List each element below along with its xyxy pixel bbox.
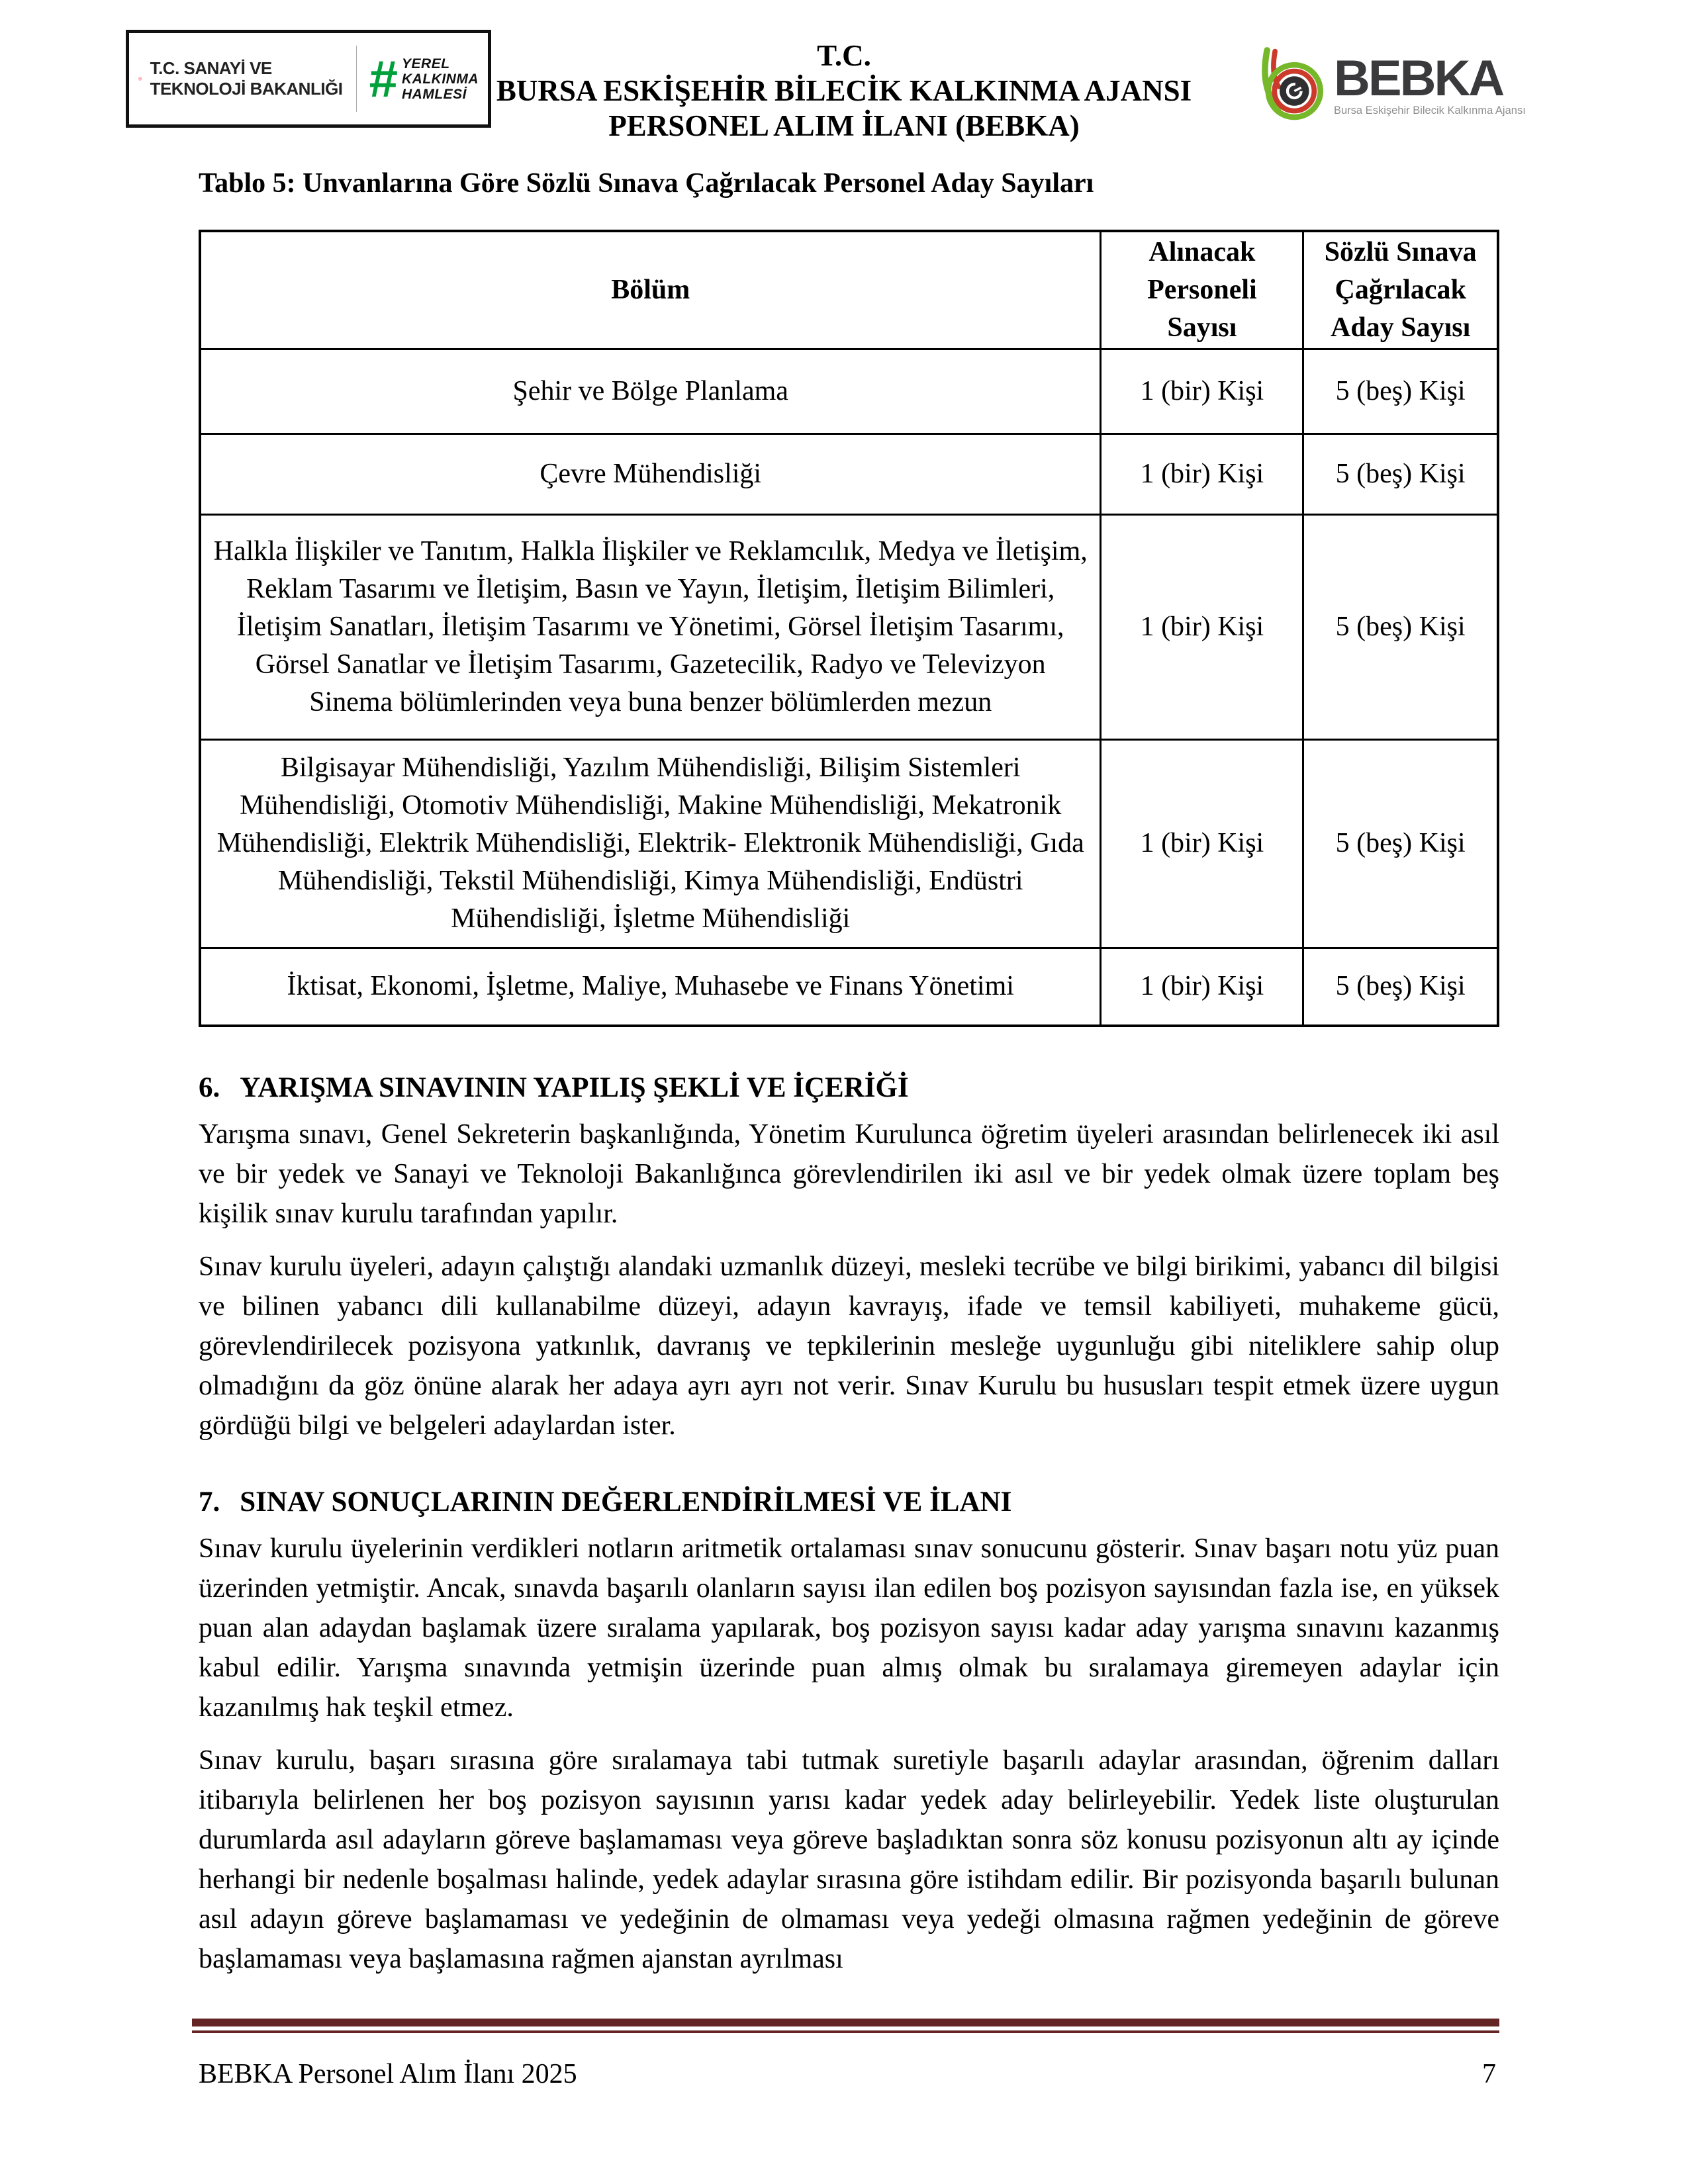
cell-alinacak: 1 (bir) Kişi (1101, 514, 1303, 739)
title-line-tc: T.C. (817, 39, 871, 72)
section-number: 7. (199, 1486, 220, 1518)
page-number: 7 (1482, 2059, 1496, 2089)
footer-divider (192, 2019, 1499, 2033)
table-caption: Tablo 5: Unvanlarına Göre Sözlü Sınava Çağrılacak Personel Aday Sayıları (199, 168, 1094, 199)
cell-bolum: Çevre Mühendisliği (200, 433, 1101, 514)
page-footer (199, 2057, 1496, 2091)
cell-bolum: Halkla İlişkiler ve Tanıtım, Halkla İlişkiler ve Reklamcılık, Medya ve İletişim, Reklam Tasarımı ve İletişim, Basın ve Yayın, İletişim, İletişim Bilimleri, İletişim Sanatları, İletişim Tasarımı ve Yönetimi, Görsel İletişim Tasarımı, Görsel Sanatlar ve İletişim Tasarımı, Gazetecilik, Radyo ve Televizyon Sinema bölümlerinden veya buna benzer bölümlerden mezun (200, 514, 1101, 739)
section-7-paragraph-1: Sınav kurulu üyelerinin verdikleri notların aritmetik ortalaması sınav sonucunu gösterir. Sınav başarı notu yüz puan üzerinden yetmiştir. Ancak, sınavda başarılı olanların sayısı ilan edilen boş pozisyon sayısından fazla ise, en yüksek puan alan adaydan başlamak üzere sıralama yapılarak, boş pozisyon sayısı kadar aday yarışma sınavını kazanmış kabul edilir. Yarışma sınavında yetmişin üzerinde puan almış olmak bu sıralamaya giremeyen adaylar için kazanılmış hak teşkil etmez. (199, 1533, 1499, 1723)
column-header-alinacak: Alınacak Personeli Sayısı (1101, 231, 1303, 349)
cell-alinacak: 1 (bir) Kişi (1101, 739, 1303, 948)
cell-bolum: Bilgisayar Mühendisliği, Yazılım Mühendisliği, Bilişim Sistemleri Mühendisliği, Otomotiv Mühendisliği, Makine Mühendisliği, Mekatronik Mühendisliği, Elektrik Mühendisliği, Elektrik- Elektronik Mühendisliği, Gıda Mühendisliği, Tekstil Mühendisliği, Kimya Mühendisliği, Endüstri Mühendisliği, İşletme Mühendisliği (200, 739, 1101, 948)
section-6-paragraph-2: Sınav kurulu üyeleri, adayın çalıştığı alandaki uzmanlık düzeyi, mesleki tecrübe ve bilgi birikimi, yabancı dil bilgisi ve bilinen yabancı dili kullanabilme düzeyi, adayın kavrayış, ifade ve temsil kabiliyeti, muhakeme gücü, görevlendirilecek pozisyona yatkınlık, davranış ve tepkilerinin mesleğe uygunluğu gibi niteliklere sahip olup olmadığını da göz önüne alarak her adaya ayrı ayrı not verir. Sınav Kurulu bu hususları tespit etmek üzere uygun gördüğü bilgi ve belgeleri adaylardan ister. (199, 1251, 1499, 1441)
footer-document-title: BEBKA Personel Alım İlanı 2025 (199, 2059, 577, 2089)
hashtag-line: YEREL (402, 56, 450, 71)
cell-bolum: Şehir ve Bölge Planlama (200, 349, 1101, 433)
section-title: YARIŞMA SINAVININ YAPILIŞ ŞEKLİ VE İÇERİĞİ (240, 1072, 909, 1103)
column-header-bolum: Bölüm (200, 231, 1101, 349)
cell-cagrilacak: 5 (beş) Kişi (1303, 948, 1498, 1026)
bebka-logo (1254, 46, 1526, 124)
candidate-count-table (199, 230, 1499, 1027)
hashtag-line: HAMLESİ (402, 86, 467, 102)
ministry-name-line2: TEKNOLOJİ BAKANLIĞI (150, 79, 343, 99)
title-line-agency: BURSA ESKİŞEHİR BİLECİK KALKINMA AJANSI (496, 74, 1192, 107)
section-7-paragraph-2: Sınav kurulu, başarı sırasına göre sıralamaya tabi tutmak suretiyle başarılı adaylar arasından, öğrenim dalları itibarıyla belirlenen her boş pozisyon sayısının yarısı kadar yedek aday belirleyebilir. Yedek liste oluşturulan durumlarda asıl adayların göreve başlamaması veya göreve başladıktan sonra söz konusu pozisyonun altı ay içinde herhangi bir nedenle boşalması halinde, yedek adaylar sırasına göre istihdam edilir. Bir pozisyonda başarılı bulunan asıl adayın göreve başlamaması ve yedeğinin de olmaması veya yedeği olmasına rağmen yedeğinin de göreve başlamaması veya başlamasına rağmen ajanstan ayrılması (199, 1745, 1499, 1974)
table-row (200, 433, 1498, 514)
table-row (200, 349, 1498, 433)
cell-cagrilacak: 5 (beş) Kişi (1303, 514, 1498, 739)
cell-bolum: İktisat, Ekonomi, İşletme, Maliye, Muhasebe ve Finans Yönetimi (200, 948, 1101, 1026)
table-row (200, 514, 1498, 739)
cell-cagrilacak: 5 (beş) Kişi (1303, 739, 1498, 948)
bebka-subtitle: Bursa Eskişehir Bilecik Kalkınma Ajansı (1334, 105, 1526, 116)
section-number: 6. (199, 1072, 220, 1103)
cell-cagrilacak: 5 (beş) Kişi (1303, 433, 1498, 514)
section-6-paragraph-1: Yarışma sınavı, Genel Sekreterin başkanlığında, Yönetim Kurulunca öğretim üyeleri arasından belirlenecek iki asıl ve bir yedek ve Sanayi ve Teknoloji Bakanlığınca görevlendirilen iki asıl ve bir yedek olmak üzere toplam beş kişilik sınav kurulu tarafından yapılır. (199, 1119, 1499, 1229)
hashtag-icon: # (369, 49, 399, 108)
cell-cagrilacak: 5 (beş) Kişi (1303, 349, 1498, 433)
table-row (200, 739, 1498, 948)
table-header-row (200, 231, 1498, 349)
column-header-cagrilacak: Sözlü Sınava Çağrılacak Aday Sayısı (1303, 231, 1498, 349)
section-title: SINAV SONUÇLARININ DEĞERLENDİRİLMESİ VE İLANI (240, 1486, 1012, 1518)
title-line-announcement: PERSONEL ALIM İLANI (BEBKA) (608, 109, 1080, 142)
section-7-heading (199, 1484, 1499, 1521)
cell-alinacak: 1 (bir) Kişi (1101, 948, 1303, 1026)
hashtag-line: KALKINMA (402, 71, 479, 87)
table-row (200, 948, 1498, 1026)
section-6-heading (199, 1069, 1499, 1107)
bebka-mark-icon (1254, 46, 1329, 125)
cell-alinacak: 1 (bir) Kişi (1101, 349, 1303, 433)
bebka-wordmark-block (1334, 50, 1526, 116)
cell-alinacak: 1 (bir) Kişi (1101, 433, 1303, 514)
bebka-wordmark: BEBKA (1334, 50, 1503, 107)
ministry-name-line1: T.C. SANAYİ VE (150, 58, 272, 78)
page-body (199, 167, 1499, 1979)
